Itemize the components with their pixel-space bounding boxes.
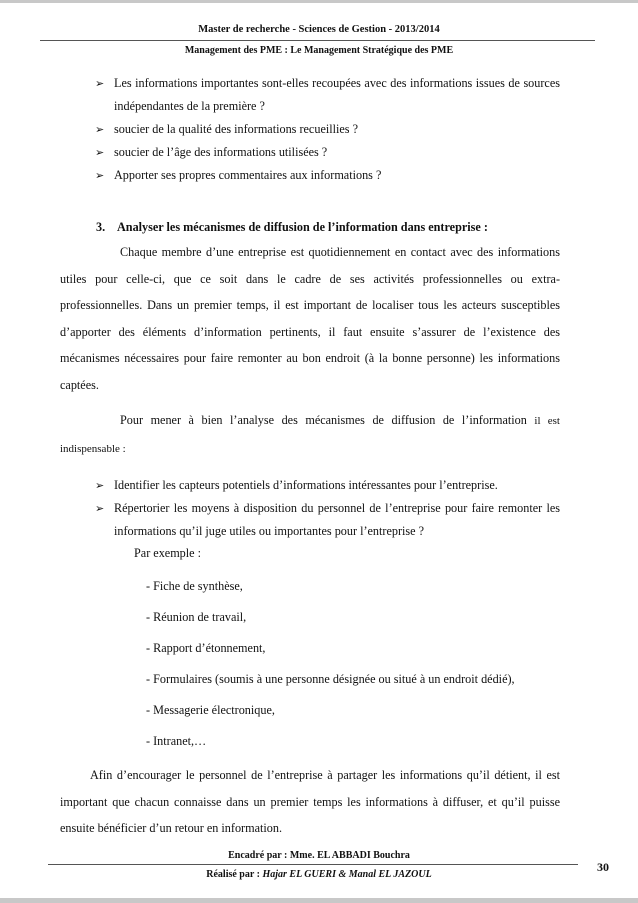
list-item bbox=[78, 671, 560, 687]
header-course: Management des PME : Le Management Stratégique des PME bbox=[184, 45, 454, 56]
header-rule bbox=[40, 40, 595, 41]
dash-bullet-icon: - bbox=[146, 672, 154, 686]
list-item-text: Messagerie électronique, bbox=[153, 703, 275, 717]
list-item bbox=[78, 497, 560, 543]
paragraph-2-tail: il est indispensable : bbox=[60, 415, 560, 455]
section-number: 3. bbox=[96, 220, 106, 234]
dash-bullet-icon: - bbox=[146, 610, 154, 624]
section-heading bbox=[78, 216, 560, 239]
list-item bbox=[78, 164, 560, 187]
list-item-text: Les informations importantes sont-elles recoupées avec des informations issues de sources indépendantes de la première ? bbox=[114, 76, 560, 113]
paragraph-2-text: Pour mener à bien l’analyse des mécanismes de diffusion de l’information bbox=[120, 413, 527, 427]
list-item bbox=[78, 578, 560, 594]
list-item-text: Rapport d’étonnement, bbox=[153, 641, 266, 655]
paragraph-2 bbox=[60, 407, 560, 462]
dash-bullet-icon: - bbox=[146, 734, 154, 748]
list-item-text: Fiche de synthèse, bbox=[153, 579, 243, 593]
list-item-text: Formulaires (soumis à une personne désignée ou situé à un endroit dédié), bbox=[153, 672, 515, 686]
footer-authors-names: Hajar EL GUERI & Manal EL JAZOUL bbox=[262, 869, 432, 880]
footer-rule bbox=[48, 864, 578, 865]
dash-bullet-icon: - bbox=[146, 703, 154, 717]
footer-authors-label: Réalisé par : bbox=[206, 869, 260, 880]
header-program: Master de recherche - Sciences de Gestion - 2013/2014 bbox=[198, 24, 440, 35]
arrow-bullet-icon: ➢ bbox=[95, 77, 105, 90]
example-label: Par exemple : bbox=[134, 546, 202, 560]
list-item-text: soucier de la qualité des informations recueillies ? bbox=[114, 122, 358, 136]
list-item-text: Intranet,… bbox=[153, 734, 207, 748]
list-item bbox=[78, 474, 560, 497]
arrow-bullet-icon: ➢ bbox=[95, 146, 105, 159]
list-item-text: soucier de l’âge des informations utilisées ? bbox=[114, 145, 328, 159]
list-item bbox=[78, 72, 560, 118]
page-number: 30 bbox=[597, 860, 609, 874]
footer-authors bbox=[0, 869, 638, 880]
list-item-text: Apporter ses propres commentaires aux informations ? bbox=[114, 168, 382, 182]
page-top-edge bbox=[0, 0, 638, 3]
arrow-bullet-icon: ➢ bbox=[95, 123, 105, 136]
page-bottom-edge bbox=[0, 898, 638, 903]
list-item bbox=[78, 609, 560, 625]
list-item-text: Répertorier les moyens à disposition du personnel de l’entreprise pour faire remonter les informations qu’il juge utiles ou importantes pour l’entreprise ? bbox=[114, 501, 560, 538]
list-item bbox=[78, 640, 560, 656]
list-item bbox=[78, 118, 560, 141]
paragraph-1: Chaque membre d’une entreprise est quotidiennement en contact avec des informations utiles pour celle-ci, que ce soit dans le cadre de ses activités professionnelles ou extra-professionnelles. Dans un premier temps, il est important de localiser tous les acteurs susceptibles d’apporter des éléments d’information pertinents, il faut ensuite s’assurer de l’existence des mécanismes nécessaires pour faire remonter au bon endroit (à la bonne personne) les informations captées. bbox=[60, 245, 560, 392]
dash-bullet-icon: - bbox=[146, 579, 154, 593]
arrow-bullet-icon: ➢ bbox=[95, 169, 105, 182]
list-item bbox=[78, 733, 560, 749]
section-title: Analyser les mécanismes de diffusion de l’information dans entreprise : bbox=[117, 220, 488, 234]
list-item bbox=[78, 702, 560, 718]
list-item-text: Identifier les capteurs potentiels d’informations intéressantes pour l’entreprise. bbox=[114, 478, 498, 492]
paragraph-3: Afin d’encourager le personnel de l’entreprise à partager les informations qu’il détient, il est important que chacun connaisse dans un premier temps les informations à diffuser, et qu’il puisse ensuite bénéficier d’un retour en information. bbox=[60, 768, 560, 835]
footer-supervisor: Encadré par : Mme. EL ABBADI Bouchra bbox=[228, 850, 410, 861]
arrow-bullet-icon: ➢ bbox=[95, 479, 105, 492]
arrow-bullet-icon: ➢ bbox=[95, 502, 105, 515]
list-item bbox=[78, 141, 560, 164]
dash-bullet-icon: - bbox=[146, 641, 154, 655]
list-item-text: Réunion de travail, bbox=[153, 610, 247, 624]
page-body bbox=[60, 72, 560, 842]
